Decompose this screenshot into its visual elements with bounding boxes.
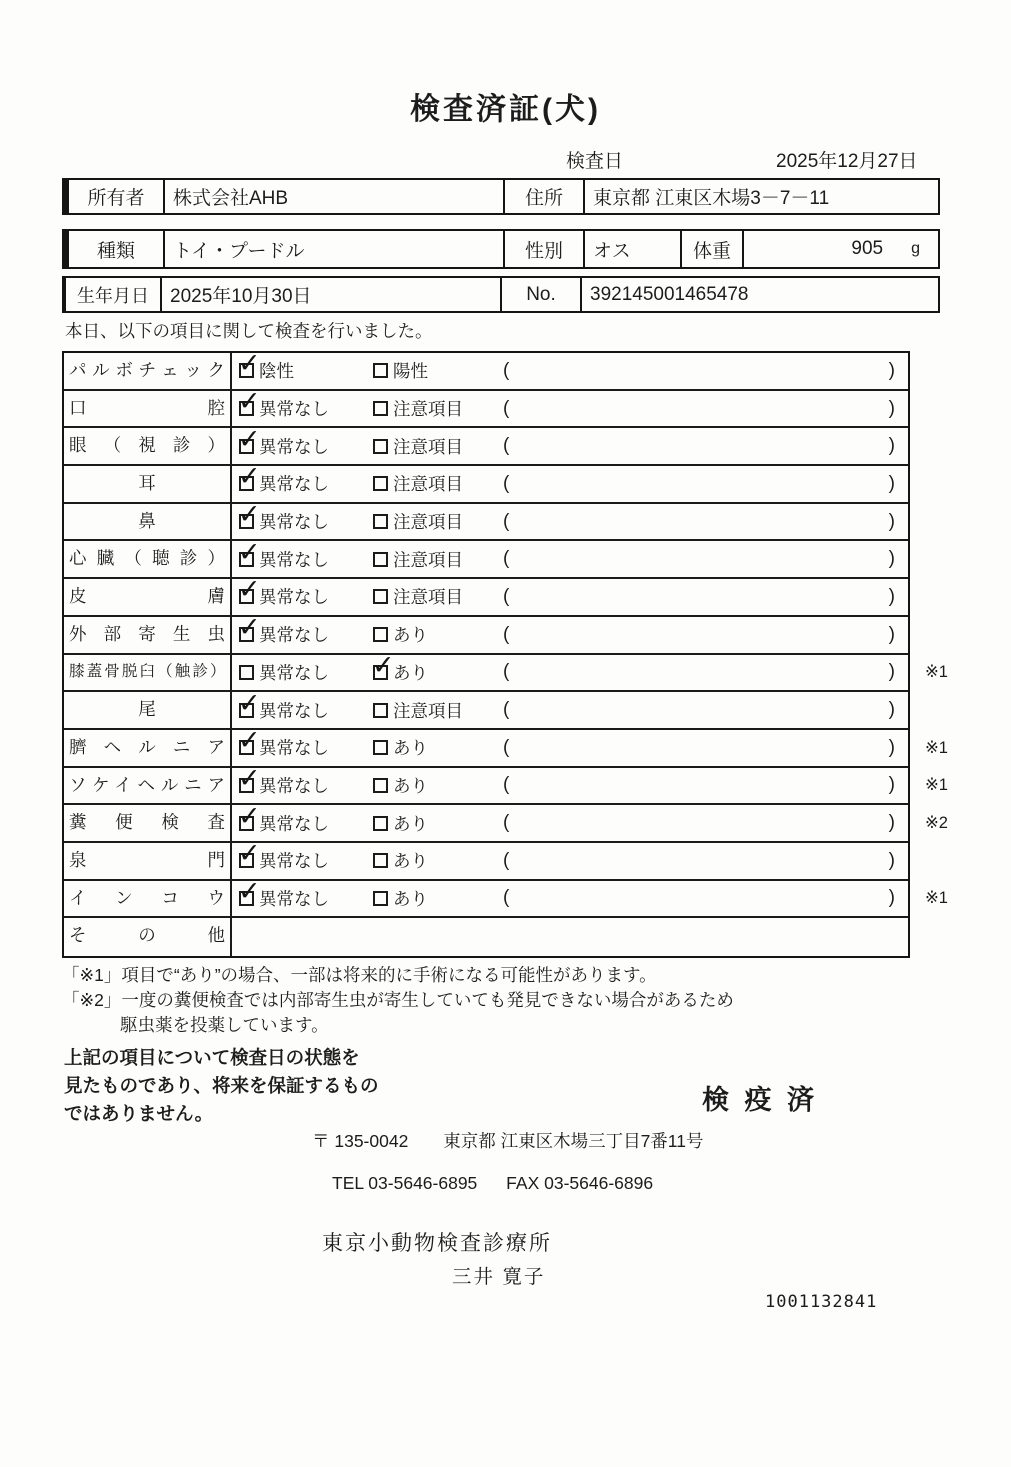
checkbox-checked[interactable]	[238, 838, 261, 870]
checklist-item-label: 臍ヘルニア	[64, 730, 232, 766]
checkbox-checked[interactable]	[238, 612, 261, 644]
sex-value: オス	[585, 231, 682, 267]
paren-open: (	[503, 585, 510, 607]
footnote-marker: ※1	[924, 776, 948, 795]
checklist-option	[238, 574, 329, 615]
check-mark: ✓	[238, 499, 261, 531]
checkbox-checked[interactable]	[238, 875, 261, 907]
footnote-marker: ※1	[924, 889, 948, 908]
option-label: 注意項目	[393, 399, 463, 420]
checklist-option	[373, 466, 463, 502]
checkbox-checked[interactable]	[238, 536, 261, 568]
checkbox-checked[interactable]	[238, 499, 261, 531]
check-mark: ✓	[372, 649, 395, 681]
checklist-row-body	[232, 687, 908, 728]
footnote-marker: ※2	[924, 814, 948, 833]
check-mark: ✓	[238, 386, 261, 418]
checklist-row-body	[232, 499, 908, 540]
option-label: 注意項目	[393, 474, 463, 495]
checkbox-unchecked[interactable]	[373, 816, 388, 831]
veterinarian-name: 三井 寛子	[452, 1266, 546, 1288]
checklist-row	[64, 386, 908, 429]
checklist-option	[373, 768, 428, 804]
paren-open: (	[503, 887, 510, 909]
checklist-row	[64, 574, 908, 617]
check-mark: ✓	[238, 348, 261, 380]
document-number: 1001132841	[765, 1292, 878, 1312]
sex-label: 性別	[505, 231, 585, 267]
option-label: 異常なし	[259, 738, 329, 759]
document-title: 検査済証(犬)	[410, 93, 601, 126]
option-label: 異常なし	[259, 625, 329, 646]
checkbox-unchecked[interactable]	[239, 665, 254, 680]
checklist-row-body	[232, 918, 908, 956]
paren-open: (	[503, 661, 510, 683]
birthdate-row	[62, 276, 940, 313]
option-label: 異常なし	[259, 474, 329, 495]
check-mark: ✓	[238, 461, 261, 493]
paren-open: (	[503, 397, 510, 419]
option-label: 異常なし	[259, 399, 329, 420]
checkbox-checked[interactable]	[238, 348, 261, 380]
checklist-row	[64, 499, 908, 542]
checkbox-unchecked[interactable]	[373, 703, 388, 718]
paren-open: (	[503, 774, 510, 796]
paren-close: )	[888, 661, 895, 683]
paren-close: )	[888, 548, 895, 570]
no-label: No.	[502, 278, 582, 311]
owner-value: 株式会社AHB	[165, 180, 505, 213]
paren-open: (	[503, 510, 510, 532]
checklist-row	[64, 423, 908, 466]
checklist-item-label: 糞便検査	[64, 805, 232, 841]
breed-row	[62, 229, 940, 269]
clinic-telfax-line	[332, 1173, 653, 1194]
checklist-item-label: 鼻	[64, 504, 232, 540]
checklist-row-body	[232, 574, 908, 615]
check-mark: ✓	[238, 725, 261, 757]
checklist-option	[373, 504, 463, 540]
checklist-row	[64, 838, 908, 881]
checklist-item-label: その他	[64, 918, 232, 956]
checklist-item-label: ソケイヘルニア	[64, 768, 232, 804]
checklist-option	[238, 725, 329, 766]
paren-close: )	[888, 359, 895, 381]
checklist-item-label: 皮膚	[64, 579, 232, 615]
option-label: あり	[393, 851, 428, 872]
checklist-option	[373, 391, 463, 427]
birthdate-label: 生年月日	[66, 278, 162, 311]
checkbox-unchecked[interactable]	[373, 778, 388, 793]
checklist-option	[238, 386, 329, 427]
checklist-row	[64, 461, 908, 504]
option-label: 異常なし	[259, 775, 329, 796]
check-mark: ✓	[238, 875, 261, 907]
checklist-item-label: 泉門	[64, 843, 232, 879]
checklist-option	[238, 612, 329, 653]
intro-text: 本日、以下の項目に関して検査を行いました。	[65, 321, 433, 341]
option-label: 異常なし	[259, 662, 329, 683]
checkbox-checked[interactable]	[238, 461, 261, 493]
paren-open: (	[503, 699, 510, 721]
checklist-option	[239, 655, 329, 691]
option-label: あり	[393, 813, 428, 834]
owner-row	[62, 178, 940, 215]
option-label: 注意項目	[393, 436, 463, 457]
checklist-option	[373, 805, 428, 841]
disclaimer-line-2: 見たものであり、将来を保証するもの	[64, 1074, 379, 1096]
disclaimer-line-1: 上記の項目について検査日の状態を	[64, 1047, 360, 1068]
clinic-fax: FAX 03-5646-6896	[506, 1173, 654, 1193]
checkbox-unchecked[interactable]	[373, 514, 388, 529]
checkbox-unchecked[interactable]	[373, 439, 388, 454]
checkbox-checked[interactable]	[238, 762, 261, 794]
checkbox-checked[interactable]	[238, 800, 261, 832]
birthdate-value: 2025年10月30日	[162, 278, 502, 311]
paren-close: )	[888, 472, 895, 494]
paren-close: )	[888, 510, 895, 532]
checklist-row-body	[232, 423, 908, 464]
checkbox-unchecked[interactable]	[373, 589, 388, 604]
checklist-option	[238, 499, 329, 540]
checklist-item-label: 膝蓋骨脱臼（触診）	[64, 655, 232, 691]
inspection-date-label: 検査日	[566, 151, 624, 172]
footnote-2-continued: 駆虫薬を投薬しています。	[120, 1014, 329, 1035]
checklist-row	[64, 800, 948, 843]
option-label: 注意項目	[393, 549, 463, 570]
checklist-row	[64, 536, 908, 579]
option-label: 注意項目	[393, 587, 463, 608]
paren-open: (	[503, 359, 510, 381]
checkbox-checked[interactable]	[238, 386, 261, 418]
weight-value: 905	[851, 238, 884, 259]
address-value: 東京都 江東区木場3－7－11	[593, 188, 830, 209]
checkbox-unchecked[interactable]	[373, 891, 388, 906]
checklist-option	[238, 838, 329, 879]
paren-close: )	[888, 887, 895, 909]
check-mark: ✓	[238, 838, 261, 870]
paren-close: )	[888, 435, 895, 457]
checklist-item-label: 心臓（聴診）	[64, 541, 232, 577]
clinic-postal-code: 〒 135-0042	[312, 1131, 409, 1151]
checklist-row	[64, 918, 908, 956]
checkbox-unchecked[interactable]	[373, 476, 388, 491]
option-label: 異常なし	[259, 888, 329, 909]
paren-open: (	[503, 472, 510, 494]
checkbox-checked[interactable]	[238, 725, 261, 757]
checklist-option	[373, 428, 463, 464]
weight-unit: g	[911, 240, 920, 257]
paren-close: )	[888, 736, 895, 758]
checklist-row	[64, 612, 908, 655]
paren-close: )	[888, 849, 895, 871]
checkbox-checked[interactable]	[372, 649, 395, 681]
paren-open: (	[503, 736, 510, 758]
checklist-item-label: パルボチェック	[64, 353, 232, 389]
weight-value-cell	[744, 231, 938, 267]
check-mark: ✓	[238, 762, 261, 794]
option-label: あり	[393, 738, 428, 759]
checklist-row	[64, 725, 948, 768]
checklist-row-body	[232, 461, 908, 502]
checklist-row-body	[232, 348, 908, 389]
checklist-option	[373, 541, 463, 577]
paren-close: )	[888, 774, 895, 796]
checklist-option	[238, 348, 294, 389]
checklist-option	[238, 461, 329, 502]
checklist-row-body	[232, 612, 908, 653]
checklist-option	[373, 579, 463, 615]
option-label: 陰性	[259, 361, 294, 382]
option-label: あり	[393, 662, 428, 683]
checklist-option	[373, 353, 428, 389]
checklist-item-label: 口腔	[64, 391, 232, 427]
quarantine-stamp: 検 疫 済	[702, 1085, 819, 1115]
option-label: あり	[393, 775, 428, 796]
weight-label: 体重	[682, 231, 744, 267]
checklist-row-body	[232, 762, 908, 804]
check-mark: ✓	[238, 574, 261, 606]
address-label: 住所	[505, 180, 585, 213]
checklist-row	[64, 687, 908, 730]
checklist-row-body	[232, 725, 908, 766]
checkbox-checked[interactable]	[238, 423, 261, 455]
option-label: 陽性	[393, 361, 428, 382]
checklist-row-body	[232, 649, 908, 691]
owner-label: 所有者	[69, 180, 165, 213]
checklist-option	[238, 875, 329, 917]
option-label: 異常なし	[259, 436, 329, 457]
clinic-address: 東京都 江東区木場三丁目7番11号	[443, 1131, 704, 1151]
footnote-marker: ※1	[924, 738, 948, 757]
checklist-item-label: インコウ	[64, 881, 232, 917]
check-mark: ✓	[238, 423, 261, 455]
checkbox-unchecked[interactable]	[373, 363, 388, 378]
checklist-option	[238, 800, 329, 841]
checklist-item-label: 尾	[64, 692, 232, 728]
option-label: 異常なし	[259, 851, 329, 872]
disclaimer	[64, 1044, 379, 1127]
checklist-table	[62, 348, 948, 958]
checkbox-unchecked[interactable]	[373, 853, 388, 868]
check-mark: ✓	[238, 612, 261, 644]
option-label: 異常なし	[259, 700, 329, 721]
disclaimer-line-3: ではありません。	[64, 1102, 214, 1124]
footnotes	[62, 963, 734, 1038]
checkbox-unchecked[interactable]	[373, 401, 388, 416]
checklist-option	[372, 649, 428, 691]
checklist-option	[373, 843, 428, 879]
checklist-option	[373, 617, 428, 653]
option-label: あり	[393, 625, 428, 646]
checklist-row	[64, 649, 948, 693]
checklist-row-body	[232, 800, 908, 841]
paren-open: (	[503, 548, 510, 570]
checkbox-unchecked[interactable]	[373, 552, 388, 567]
paren-open: (	[503, 812, 510, 834]
checklist-option	[373, 881, 428, 917]
no-value: 392145001465478	[590, 283, 749, 305]
option-label: 注意項目	[393, 700, 463, 721]
option-label: 異常なし	[259, 813, 329, 834]
checklist-option	[373, 730, 428, 766]
option-label: 異常なし	[259, 587, 329, 608]
check-mark: ✓	[238, 800, 261, 832]
paren-close: )	[888, 397, 895, 419]
checklist-item-label: 眼（視診）	[64, 428, 232, 464]
inspection-date-value: 2025年12月27日	[776, 151, 918, 172]
checklist-option	[238, 762, 329, 804]
check-mark: ✓	[238, 536, 261, 568]
paren-close: )	[888, 623, 895, 645]
paren-open: (	[503, 849, 510, 871]
checkbox-unchecked[interactable]	[373, 627, 388, 642]
check-mark: ✓	[238, 687, 261, 719]
footnote-2: 「※2」一度の糞便検査では内部寄生虫が寄生していても発見できない場合があるため	[62, 989, 734, 1010]
checklist-row-body	[232, 838, 908, 879]
paren-close: )	[888, 585, 895, 607]
checklist-row-body	[232, 536, 908, 577]
checklist-option	[238, 423, 329, 464]
option-label: 異常なし	[259, 512, 329, 533]
clinic-name: 東京小動物検査診療所	[322, 1232, 552, 1255]
checklist-option	[238, 687, 329, 728]
clinic-address-line	[312, 1128, 703, 1153]
breed-value: トイ・プードル	[165, 231, 505, 267]
option-label: 異常なし	[259, 549, 329, 570]
footnote-marker: ※1	[924, 663, 948, 682]
breed-label: 種類	[69, 231, 165, 267]
checkbox-checked[interactable]	[238, 574, 261, 606]
checklist-item-label: 耳	[64, 466, 232, 502]
paren-close: )	[888, 699, 895, 721]
paren-open: (	[503, 623, 510, 645]
checkbox-checked[interactable]	[238, 687, 261, 719]
checklist-row	[64, 762, 948, 806]
checklist-item-label: 外部寄生虫	[64, 617, 232, 653]
checklist-row-body	[232, 875, 908, 917]
footnote-1: 「※1」項目で“あり”の場合、一部は将来的に手術になる可能性があります。	[62, 965, 657, 985]
checklist-option	[238, 536, 329, 577]
paren-close: )	[888, 812, 895, 834]
option-label: 注意項目	[393, 512, 463, 533]
checklist-row-body	[232, 386, 908, 427]
checklist-row	[64, 348, 908, 391]
checklist-row	[64, 875, 948, 919]
paren-open: (	[503, 435, 510, 457]
clinic-tel: TEL 03-5646-6895	[332, 1173, 478, 1193]
option-label: あり	[393, 888, 428, 909]
checkbox-unchecked[interactable]	[373, 740, 388, 755]
checklist-option	[373, 692, 463, 728]
